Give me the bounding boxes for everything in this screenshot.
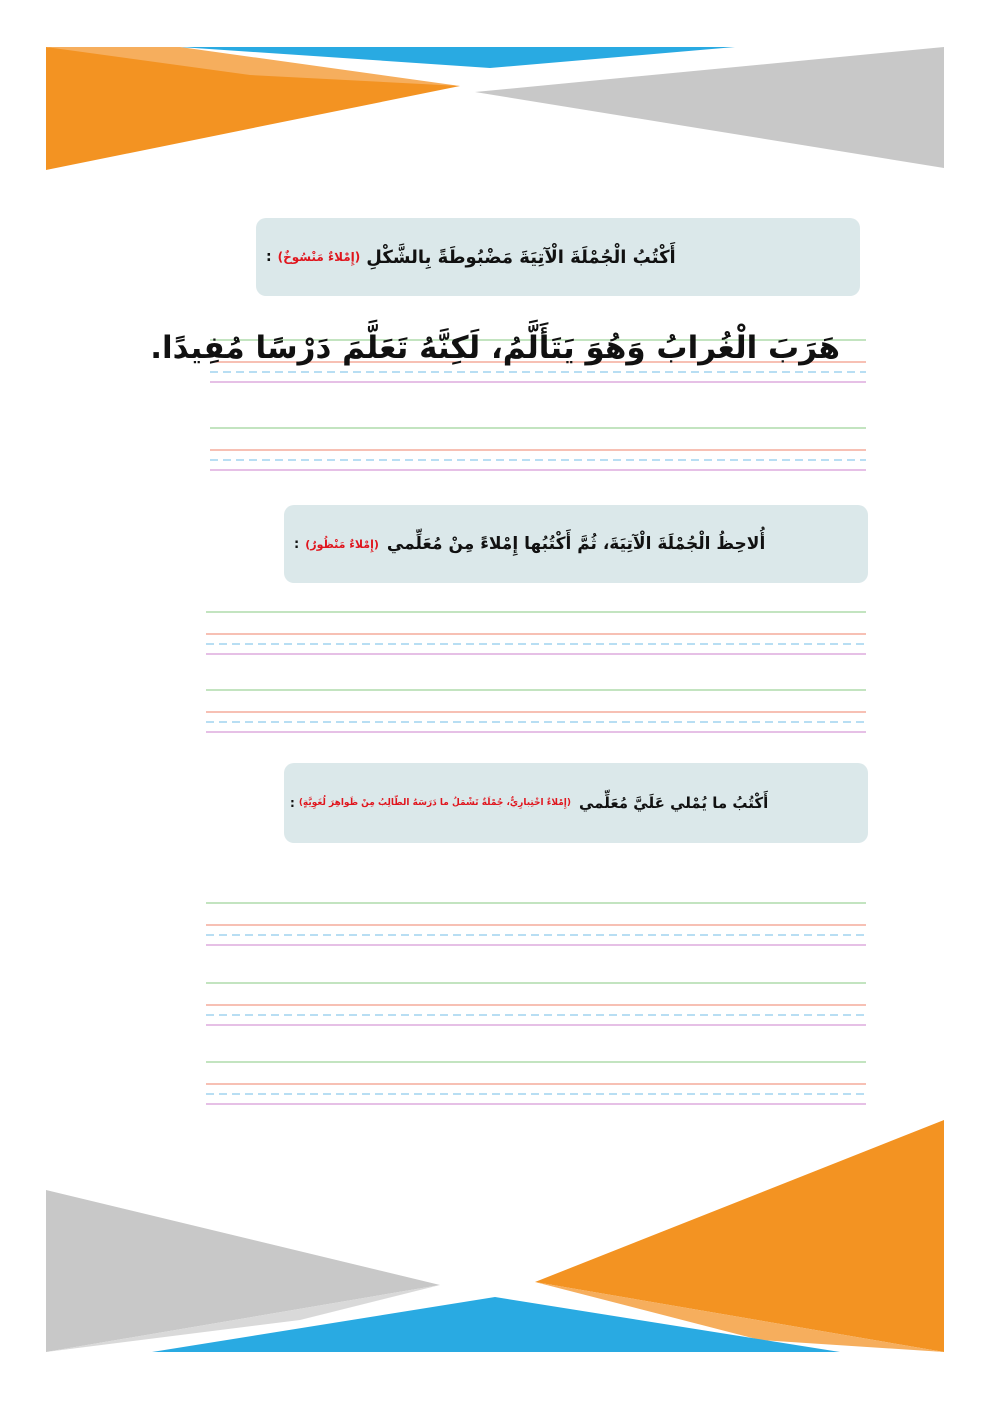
exercise-1-colon: : bbox=[266, 249, 272, 265]
exercise-1-banner bbox=[256, 218, 860, 296]
exercise-2-colon: : bbox=[294, 536, 300, 552]
exercise-3-banner bbox=[284, 763, 868, 843]
exercise-2-banner bbox=[284, 505, 868, 583]
top-right-gray-triangle bbox=[475, 47, 944, 168]
exercise-2-instruction: أُلاحِظُ الْجُمْلَةَ الْآتِيَةَ، ثُمَّ أَكْتُبُها إِمْلاءً مِنْ مُعَلِّمي bbox=[386, 534, 766, 554]
exercise-1-type-label: (إِمْلاءٌ مَنْسُوخٌ) bbox=[277, 250, 361, 264]
model-sentence: هَرَبَ الْغُرابُ وَهُوَ يَتَأَلَّمُ، لَكِنَّهُ تَعَلَّمَ دَرْسًا مُفِيدًا. bbox=[150, 330, 840, 366]
exercise-3-instruction: أَكْتُبُ ما يُمْلي عَلَيَّ مُعَلِّمي bbox=[578, 794, 769, 812]
exercise-1-instruction: أَكْتُبُ الْجُمْلَةَ الْآتِيَةَ مَضْبُوطَةً بِالشَّكْلِ bbox=[366, 246, 676, 268]
exercise-2-type-label: (إِمْلاءٌ مَنْظُورٌ) bbox=[305, 537, 379, 551]
exercise-3-type-label: (إِمْلاءٌ اخْتِبارِيٌّ، جُمْلَةٌ تَشْمَلُ ما دَرَسَهُ الطّالِبُ مِنْ ظَواهِرَ لُغَوِيَّةٍ) bbox=[298, 798, 571, 808]
exercise-3-colon: : bbox=[290, 796, 295, 810]
